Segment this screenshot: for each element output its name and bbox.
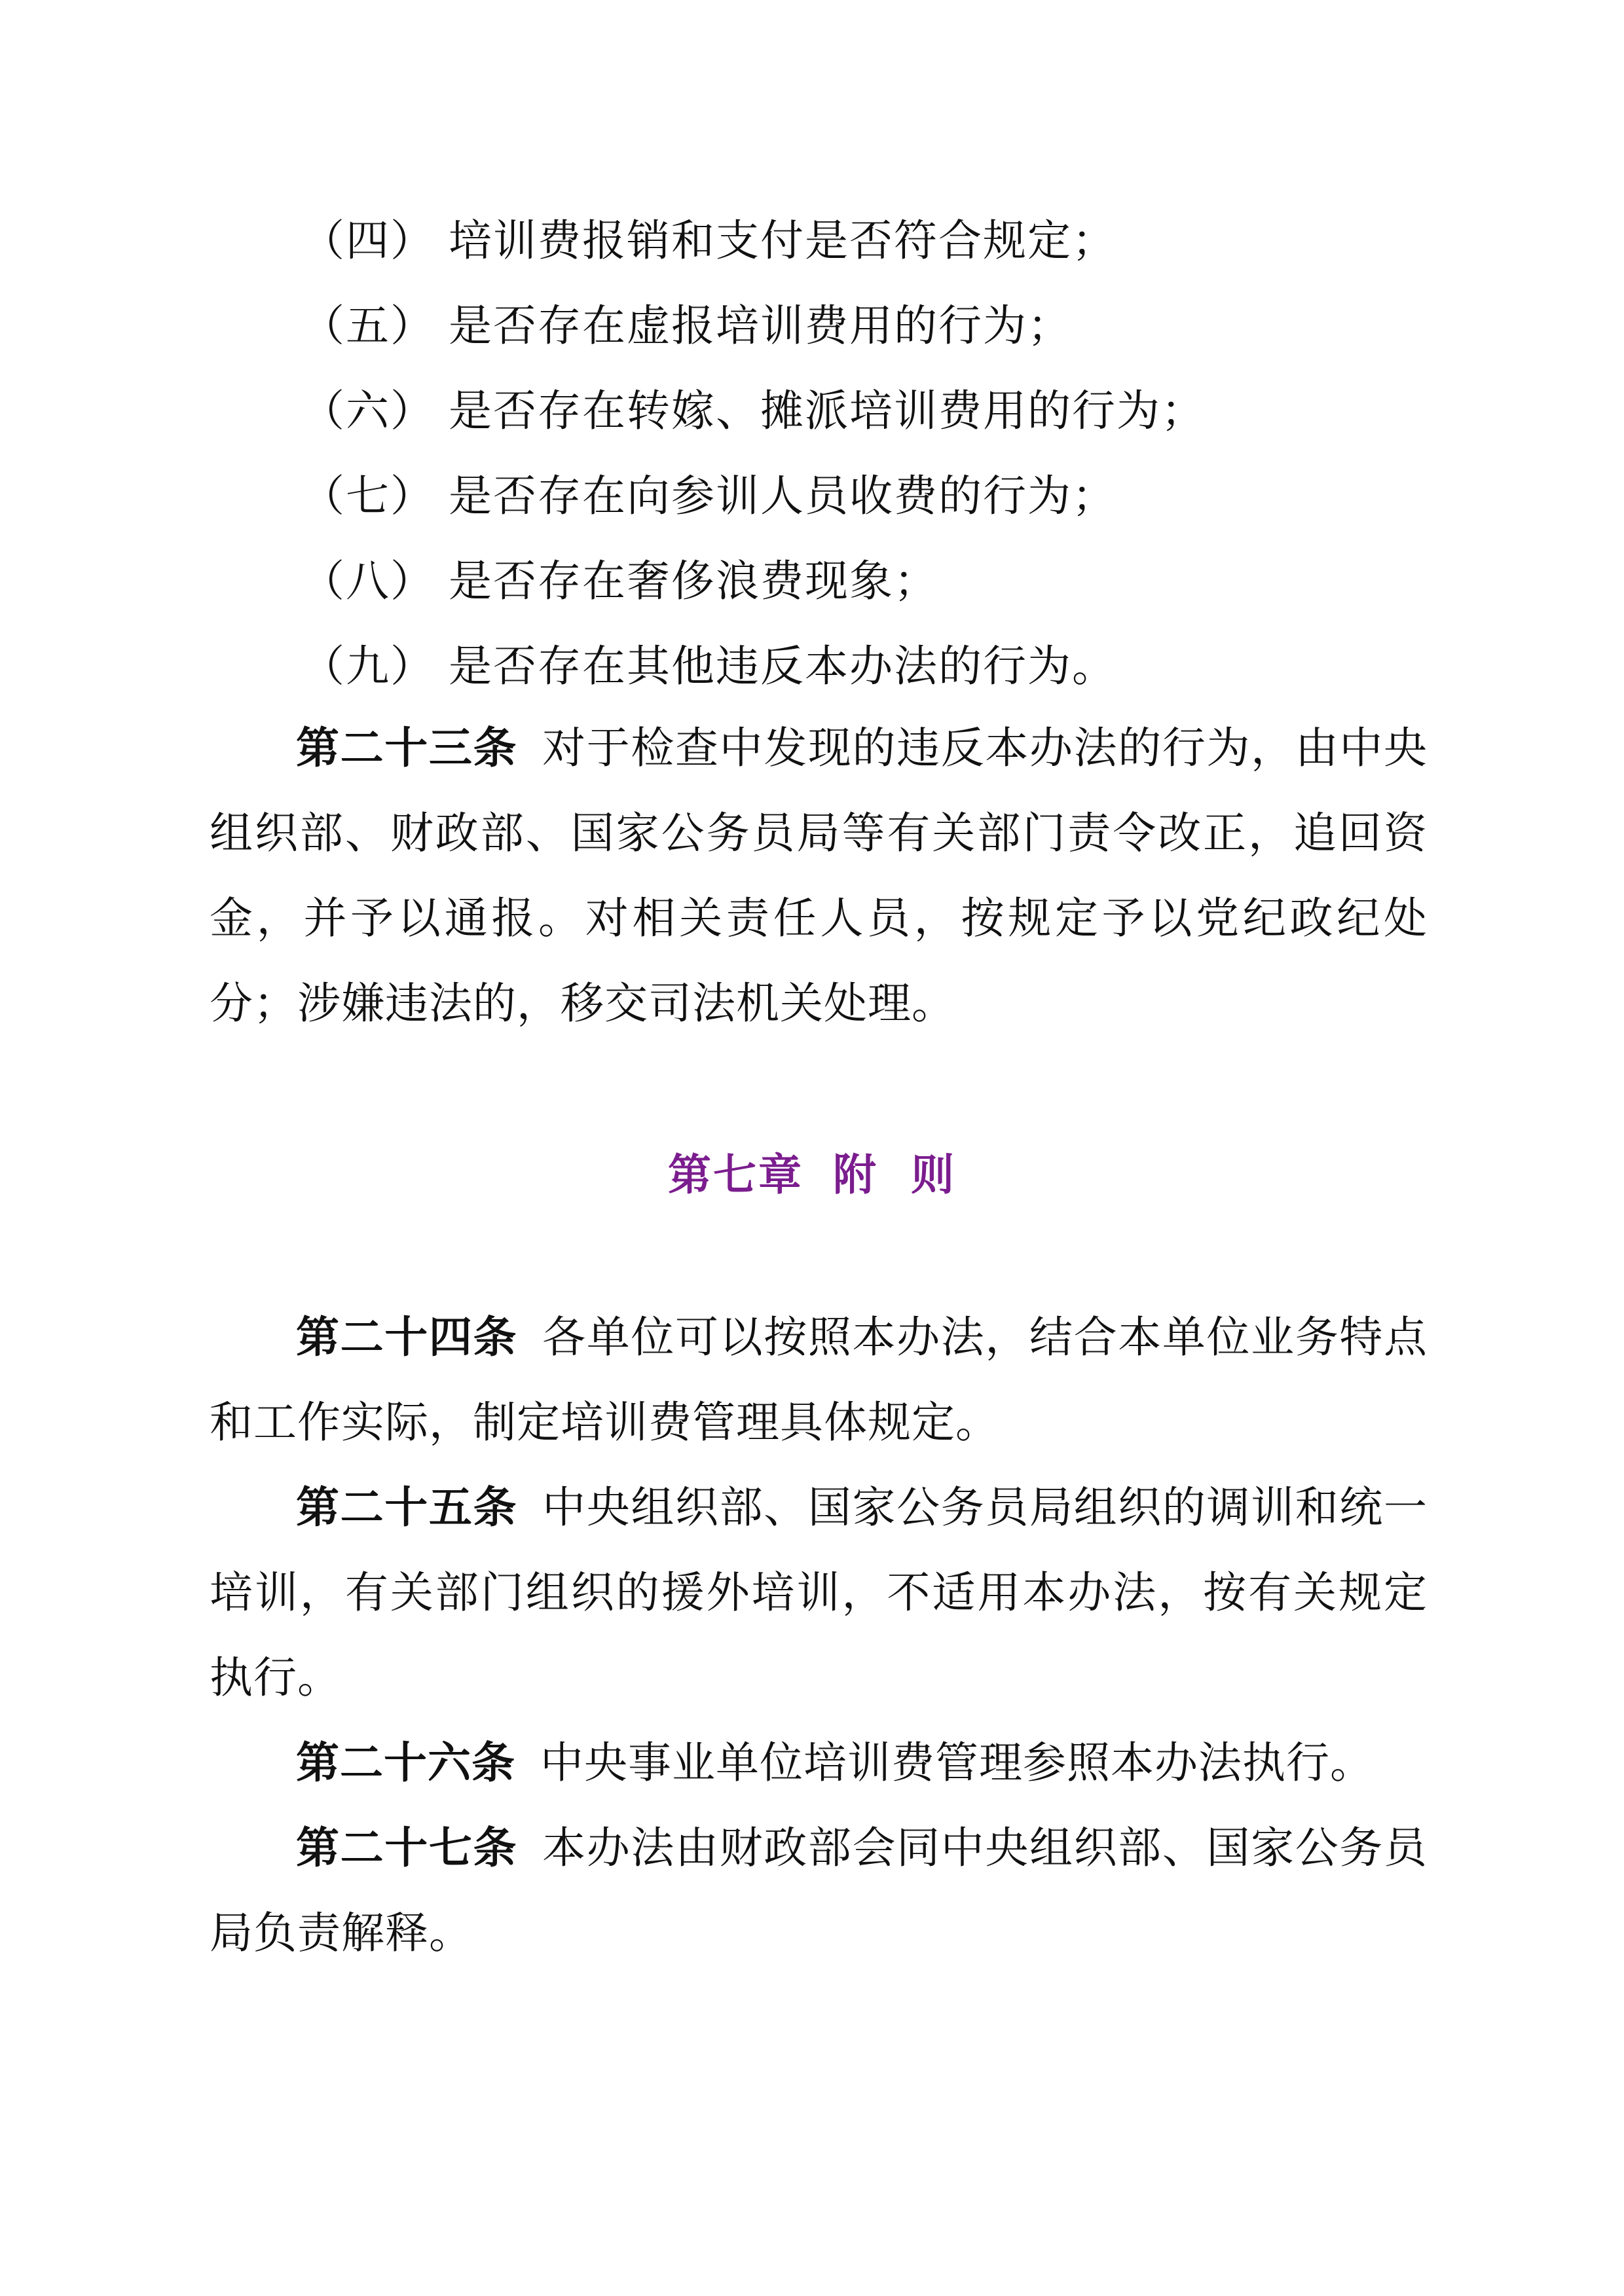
list-item-text: 是否存在转嫁、摊派培训费用的行为； bbox=[449, 386, 1206, 436]
list-item bbox=[301, 555, 938, 608]
article-26-label: 第二十六条 bbox=[296, 1738, 515, 1788]
list-item bbox=[301, 470, 1116, 522]
article-24-label: 第二十四条 bbox=[296, 1312, 518, 1362]
list-item-marker: （九） bbox=[301, 641, 435, 691]
list-item bbox=[301, 640, 1116, 693]
article-25-paragraph bbox=[210, 1465, 1428, 1721]
chapter-number: 第七章 bbox=[668, 1150, 803, 1200]
list-item bbox=[301, 385, 1206, 437]
list-item-marker: （五） bbox=[301, 301, 435, 351]
list-item-text: 培训费报销和支付是否符合规定； bbox=[449, 215, 1116, 266]
list-item-text: 是否存在奢侈浪费现象； bbox=[449, 556, 938, 606]
article-24-text: 各单位可以按照本办法，结合本单位业务特点和工作实际，制定培训费管理具体规定。 bbox=[210, 1312, 1428, 1448]
list-item-marker: （八） bbox=[301, 556, 435, 606]
chapter-title-part2: 则 bbox=[911, 1150, 956, 1200]
list-item-text: 是否存在虚报培训费用的行为； bbox=[449, 301, 1072, 351]
article-23-paragraph bbox=[210, 706, 1428, 1046]
article-25-text: 中央组织部、国家公务员局组织的调训和统一培训，有关部门组织的援外培训，不适用本办法，按有关规定执行。 bbox=[210, 1482, 1428, 1703]
article-25-label: 第二十五条 bbox=[296, 1482, 518, 1533]
chapter-title-part1: 附 bbox=[833, 1150, 878, 1200]
article-23-label: 第二十三条 bbox=[296, 723, 518, 773]
chapter-title bbox=[0, 1149, 1624, 1201]
article-27-paragraph bbox=[210, 1806, 1428, 1976]
article-27-label: 第二十七条 bbox=[296, 1823, 518, 1873]
list-item-text: 是否存在向参训人员收费的行为； bbox=[449, 471, 1116, 521]
list-item-marker: （七） bbox=[301, 471, 435, 521]
article-24-paragraph bbox=[210, 1295, 1428, 1465]
list-item bbox=[301, 215, 1116, 267]
article-27-text: 本办法由财政部会同中央组织部、国家公务员局负责解释。 bbox=[210, 1823, 1428, 1958]
article-26-paragraph bbox=[210, 1721, 1428, 1806]
article-23-text: 对于检查中发现的违反本办法的行为，由中央组织部、财政部、国家公务员局等有关部门责令改正，追回资金，并予以通报。对相关责任人员，按规定予以党纪政纪处分；涉嫌违法的，移交司法机关处理。 bbox=[210, 723, 1428, 1029]
list-item-marker: （六） bbox=[301, 386, 435, 436]
list-item-marker: （四） bbox=[301, 215, 435, 266]
article-26-text: 中央事业单位培训费管理参照本办法执行。 bbox=[540, 1738, 1374, 1788]
list-item bbox=[301, 300, 1072, 352]
list-item-text: 是否存在其他违反本办法的行为。 bbox=[449, 641, 1116, 691]
